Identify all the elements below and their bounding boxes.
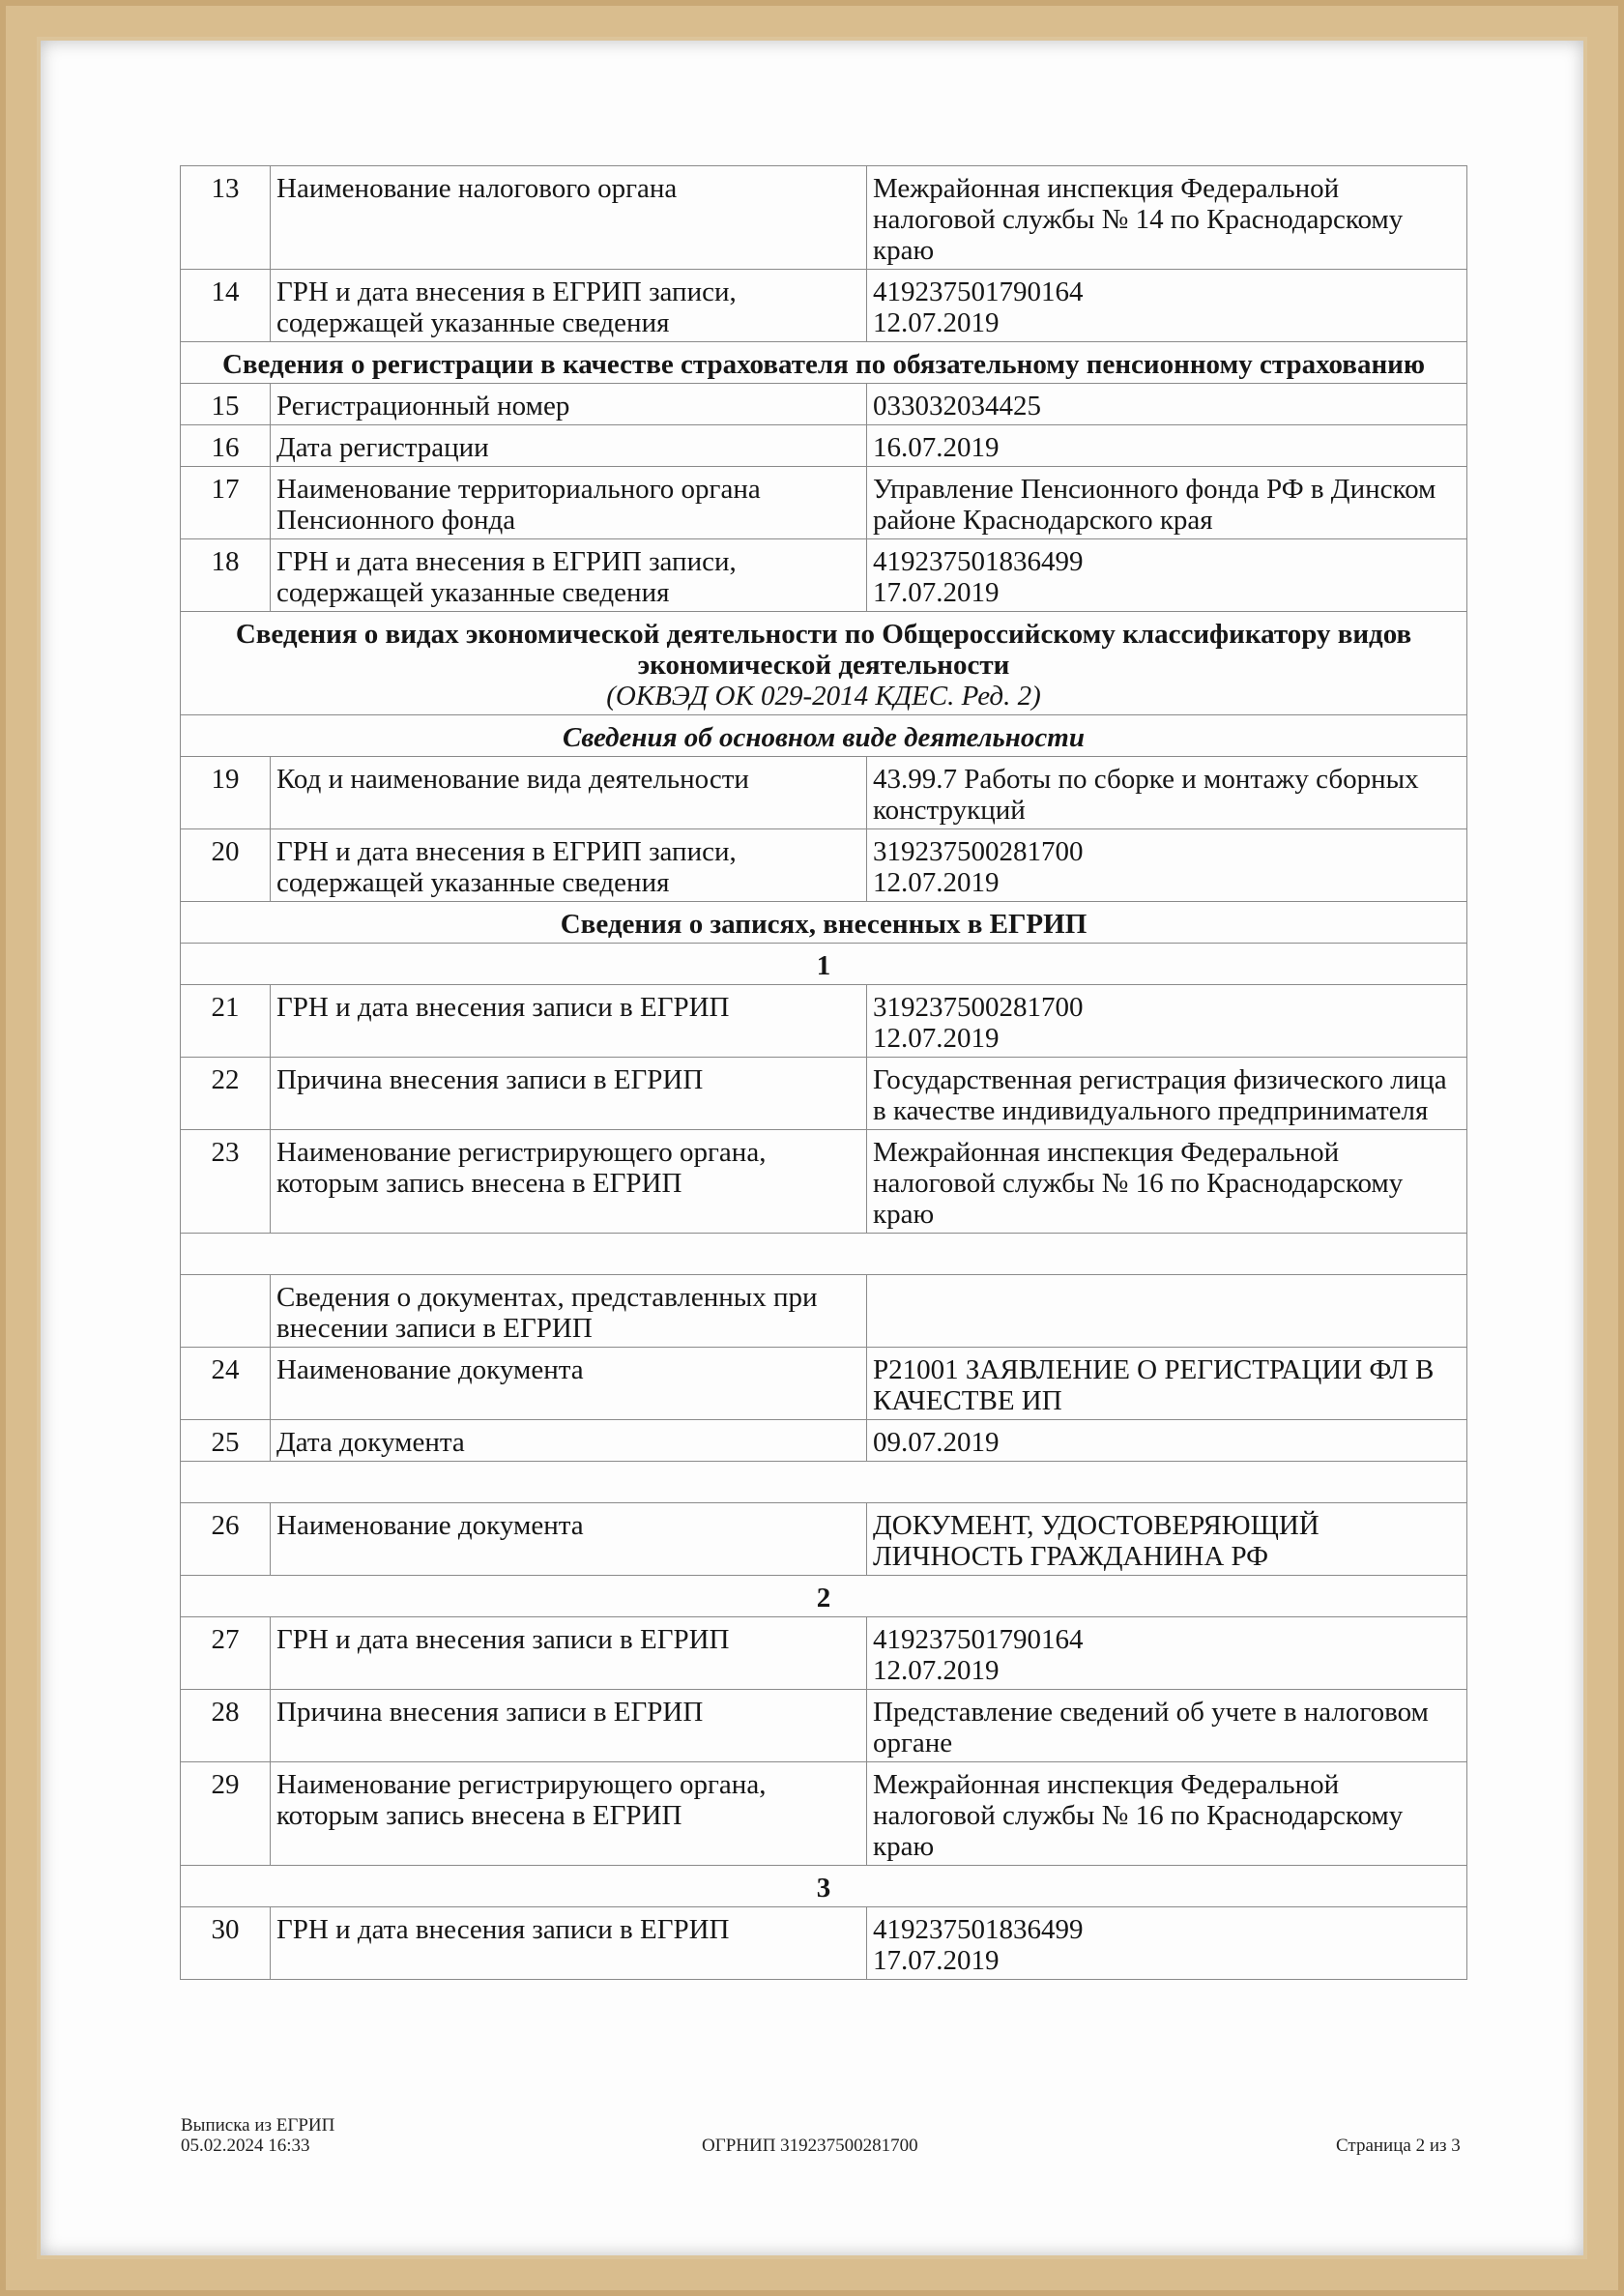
record-number-1: 1 xyxy=(181,944,1467,985)
section-okved xyxy=(181,612,1467,715)
table-row xyxy=(181,1348,1467,1420)
row-number: 14 xyxy=(181,270,271,342)
row-value: Межрайонная инспекция Федеральной налоговой службы № 16 по Краснодарскому краю xyxy=(867,1762,1467,1866)
row-label: ГРН и дата внесения записи в ЕГРИП xyxy=(271,1617,867,1690)
table-row xyxy=(181,1617,1467,1690)
table-row xyxy=(181,829,1467,902)
row-number: 25 xyxy=(181,1420,271,1462)
row-label: ГРН и дата внесения записи в ЕГРИП xyxy=(271,985,867,1058)
row-value: 419237501836499 17.07.2019 xyxy=(867,1907,1467,1980)
row-number: 21 xyxy=(181,985,271,1058)
table-row xyxy=(181,1762,1467,1866)
table-row xyxy=(181,985,1467,1058)
row-label: ГРН и дата внесения в ЕГРИП записи, содержащей указанные сведения xyxy=(271,829,867,902)
row-number: 15 xyxy=(181,384,271,425)
record-number-row xyxy=(181,1576,1467,1617)
row-number: 26 xyxy=(181,1503,271,1576)
row-value: 419237501836499 17.07.2019 xyxy=(867,539,1467,612)
row-value: ДОКУМЕНТ, УДОСТОВЕРЯЮЩИЙ ЛИЧНОСТЬ ГРАЖДАНИНА РФ xyxy=(867,1503,1467,1576)
row-value: 09.07.2019 xyxy=(867,1420,1467,1462)
section-row xyxy=(181,902,1467,944)
row-value: 319237500281700 12.07.2019 xyxy=(867,985,1467,1058)
row-label: Наименование территориального органа Пенсионного фонда xyxy=(271,467,867,539)
row-label: Наименование налогового органа xyxy=(271,166,867,270)
row-label: Регистрационный номер xyxy=(271,384,867,425)
section-row xyxy=(181,612,1467,715)
table-row xyxy=(181,425,1467,467)
table-row xyxy=(181,1503,1467,1576)
row-label: ГРН и дата внесения в ЕГРИП записи, содержащей указанные сведения xyxy=(271,270,867,342)
footer-left xyxy=(181,2115,334,2156)
row-value: 319237500281700 12.07.2019 xyxy=(867,829,1467,902)
row-number: 22 xyxy=(181,1058,271,1130)
table-row xyxy=(181,467,1467,539)
row-label: Причина внесения записи в ЕГРИП xyxy=(271,1690,867,1762)
docs-header: Сведения о документах, представленных при внесении записи в ЕГРИП xyxy=(271,1275,867,1348)
table-row xyxy=(181,1275,1467,1348)
table-row xyxy=(181,539,1467,612)
row-number: 28 xyxy=(181,1690,271,1762)
row-label: Причина внесения записи в ЕГРИП xyxy=(271,1058,867,1130)
row-number: 23 xyxy=(181,1130,271,1234)
row-number: 27 xyxy=(181,1617,271,1690)
row-value: 43.99.7 Работы по сборке и монтажу сборных конструкций xyxy=(867,757,1467,829)
row-value: Р21001 ЗАЯВЛЕНИЕ О РЕГИСТРАЦИИ ФЛ В КАЧЕСТВЕ ИП xyxy=(867,1348,1467,1420)
row-label: Наименование регистрирующего органа, которым запись внесена в ЕГРИП xyxy=(271,1762,867,1866)
row-value: 419237501790164 12.07.2019 xyxy=(867,1617,1467,1690)
footer-datetime: 05.02.2024 16:33 xyxy=(181,2136,310,2156)
row-label: Наименование документа xyxy=(271,1348,867,1420)
row-label: ГРН и дата внесения записи в ЕГРИП xyxy=(271,1907,867,1980)
row-value: Представление сведений об учете в налоговом органе xyxy=(867,1690,1467,1762)
record-number-row xyxy=(181,944,1467,985)
row-number: 20 xyxy=(181,829,271,902)
row-number: 30 xyxy=(181,1907,271,1980)
section-pension-title: Сведения о регистрации в качестве страхователя по обязательному пенсионному страхованию xyxy=(181,342,1467,384)
table-row xyxy=(181,1420,1467,1462)
row-value: 033032034425 xyxy=(867,384,1467,425)
section-main-activity: Сведения об основном виде деятельности xyxy=(181,715,1467,757)
record-number-row xyxy=(181,1866,1467,1907)
blank-row xyxy=(181,1462,1467,1503)
section-row xyxy=(181,715,1467,757)
footer-page-number: Страница 2 из 3 xyxy=(1336,2136,1461,2156)
record-number-2: 2 xyxy=(181,1576,1467,1617)
footer-ogrnip: ОГРНИП 319237500281700 xyxy=(702,2136,918,2156)
row-value: Межрайонная инспекция Федеральной налоговой службы № 16 по Краснодарскому краю xyxy=(867,1130,1467,1234)
row-value: Государственная регистрация физического лица в качестве индивидуального предпринимателя xyxy=(867,1058,1467,1130)
row-label: Дата регистрации xyxy=(271,425,867,467)
table-row xyxy=(181,1058,1467,1130)
row-number: 24 xyxy=(181,1348,271,1420)
row-label: Дата документа xyxy=(271,1420,867,1462)
table-row xyxy=(181,757,1467,829)
table-row xyxy=(181,384,1467,425)
row-value: 419237501790164 12.07.2019 xyxy=(867,270,1467,342)
table-row xyxy=(181,1907,1467,1980)
blank-row xyxy=(181,1234,1467,1275)
row-value: Управление Пенсионного фонда РФ в Динском районе Краснодарского края xyxy=(867,467,1467,539)
section-okved-title: Сведения о видах экономической деятельности по Общероссийскому классификатору видов экономической деятельности xyxy=(235,619,1412,681)
row-number: 17 xyxy=(181,467,271,539)
row-number: 13 xyxy=(181,166,271,270)
row-label: Код и наименование вида деятельности xyxy=(271,757,867,829)
row-number: 29 xyxy=(181,1762,271,1866)
registry-table xyxy=(180,165,1467,1980)
row-value: Межрайонная инспекция Федеральной налоговой службы № 14 по Краснодарскому краю xyxy=(867,166,1467,270)
table-row xyxy=(181,270,1467,342)
record-number-3: 3 xyxy=(181,1866,1467,1907)
table-row xyxy=(181,166,1467,270)
section-row xyxy=(181,342,1467,384)
table-row xyxy=(181,1130,1467,1234)
section-okved-subtitle: (ОКВЭД ОК 029-2014 КДЕС. Ред. 2) xyxy=(606,681,1041,712)
section-records-title: Сведения о записях, внесенных в ЕГРИП xyxy=(181,902,1467,944)
row-label: ГРН и дата внесения в ЕГРИП записи, содержащей указанные сведения xyxy=(271,539,867,612)
row-label: Наименование документа xyxy=(271,1503,867,1576)
footer-doc-name: Выписка из ЕГРИП xyxy=(181,2115,335,2136)
row-label: Наименование регистрирующего органа, которым запись внесена в ЕГРИП xyxy=(271,1130,867,1234)
row-number: 18 xyxy=(181,539,271,612)
row-number: 16 xyxy=(181,425,271,467)
row-number: 19 xyxy=(181,757,271,829)
table-row xyxy=(181,1690,1467,1762)
row-value: 16.07.2019 xyxy=(867,425,1467,467)
